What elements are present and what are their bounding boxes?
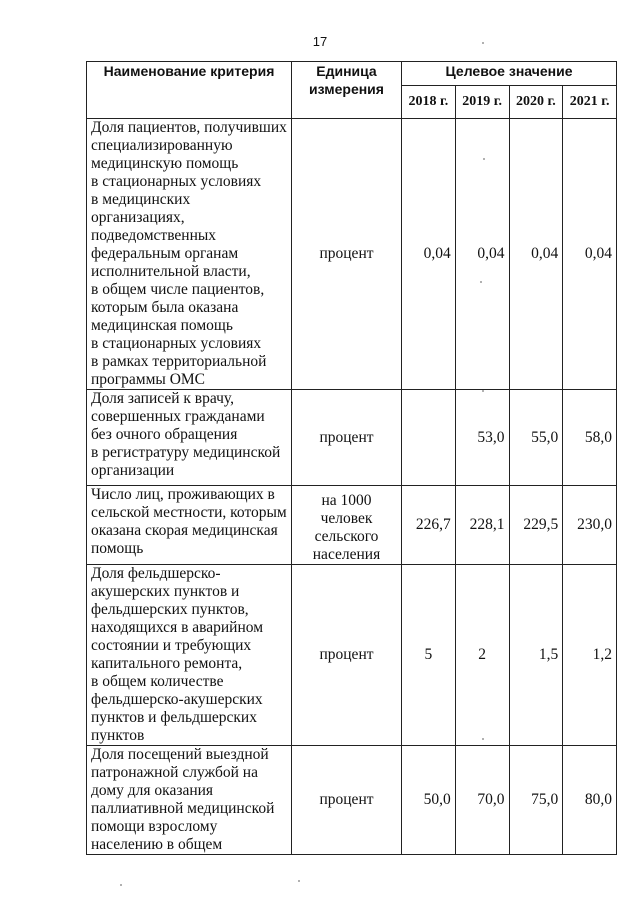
value-2019: 0,04 [455, 119, 509, 390]
criterion-name: Доля пациентов, получивших специализированную медицинскую помощь в стационарных условиях в медицинских организациях, подведомственных федеральным органам исполнительной власти, в общем числе пациентов, которым была оказана медицинская помощь в стационарных условиях в рамках территориальной программы ОМС [87, 119, 292, 390]
value-2020: 0,04 [509, 119, 563, 390]
header-year-2018: 2018 г. [402, 86, 456, 119]
page-number: 17 [312, 34, 328, 49]
table-row [87, 746, 617, 855]
criterion-name: Доля записей к врачу, совершенных гражданами без очного обращения в регистратуру медицинской организации [87, 390, 292, 486]
value-2019: 70,0 [455, 746, 509, 855]
value-2019: 2 [455, 565, 509, 746]
value-2020: 1,5 [509, 565, 563, 746]
scan-speck [120, 884, 122, 886]
scan-speck [480, 281, 482, 283]
value-2020: 55,0 [509, 390, 563, 486]
criterion-unit: процент [292, 390, 402, 486]
value-2019: 228,1 [455, 486, 509, 565]
criteria-table [86, 61, 617, 855]
criterion-unit: процент [292, 565, 402, 746]
header-unit: Единица измерения [292, 62, 402, 119]
value-2018: 226,7 [402, 486, 456, 565]
value-2021: 80,0 [563, 746, 617, 855]
value-2018 [402, 390, 456, 486]
header-target-value: Целевое значение [402, 62, 617, 86]
value-2019: 53,0 [455, 390, 509, 486]
header-year-2020: 2020 г. [509, 86, 563, 119]
value-2020: 229,5 [509, 486, 563, 565]
scan-speck [482, 390, 484, 392]
criterion-name: Число лиц, проживающих в сельской местности, которым оказана скорая медицинская помощь [87, 486, 292, 565]
value-2018: 0,04 [402, 119, 456, 390]
value-2021: 58,0 [563, 390, 617, 486]
value-2020: 75,0 [509, 746, 563, 855]
criterion-unit: процент [292, 119, 402, 390]
table-row [87, 390, 617, 486]
value-2018: 50,0 [402, 746, 456, 855]
value-2021: 1,2 [563, 565, 617, 746]
criterion-unit: процент [292, 746, 402, 855]
scan-speck [483, 158, 485, 160]
header-criterion-name: Наименование критерия [87, 62, 292, 119]
scan-speck [482, 738, 484, 740]
table-row [87, 119, 617, 390]
value-2021: 0,04 [563, 119, 617, 390]
scan-speck [298, 880, 300, 882]
header-row-top [87, 62, 617, 86]
criterion-name: Доля фельдшерско-акушерских пунктов и фельдшерских пунктов, находящихся в аварийном состоянии и требующих капитального ремонта, в общем количестве фельдшерско-акушерских пунктов и фельдшерских пунктов [87, 565, 292, 746]
header-year-2021: 2021 г. [563, 86, 617, 119]
scan-speck [482, 42, 484, 44]
criterion-name: Доля посещений выездной патронажной службой на дому для оказания паллиативной медицинской помощи взрослому населению в общем [87, 746, 292, 855]
table-row [87, 565, 617, 746]
value-2021: 230,0 [563, 486, 617, 565]
header-year-2019: 2019 г. [455, 86, 509, 119]
criterion-unit: на 1000 человек сельского населения [292, 486, 402, 565]
value-2018: 5 [402, 565, 456, 746]
table-row [87, 486, 617, 565]
